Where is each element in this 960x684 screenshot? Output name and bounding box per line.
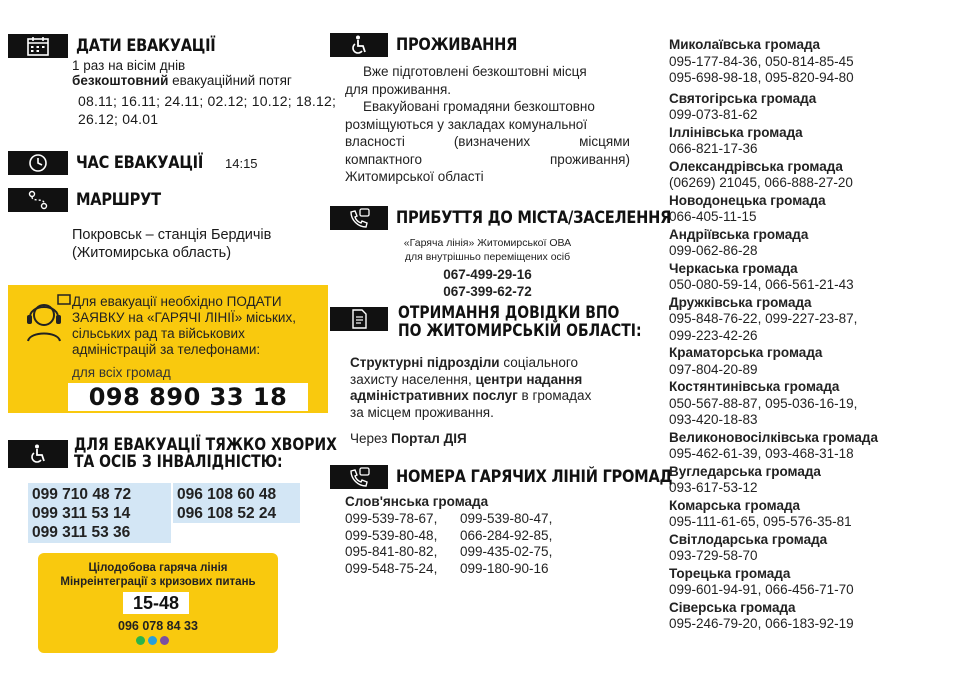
cert-l3-bold: адміністративних послуг <box>350 388 518 403</box>
arrival-title: ПРИБУТТЯ ДО МІСТА/ЗАСЕЛЕННЯ <box>396 208 672 228</box>
cert-l2-a: захисту населення, <box>350 371 476 387</box>
community-name: Олександрівська громада <box>669 158 843 174</box>
hotline-phone[interactable]: 099-539-80-47, <box>460 511 553 526</box>
community-phone[interactable]: (06269) 21045, 066-888-27-20 <box>669 175 853 190</box>
community-phone[interactable]: 093-729-58-70 <box>669 548 758 563</box>
living-p2-l1: Евакуйовані громадяни безкоштовно <box>363 99 595 114</box>
portal-diia-link[interactable]: Портал ДІЯ <box>391 431 467 446</box>
hotline-phone[interactable]: 099-548-75-24, <box>345 560 438 576</box>
living-w2: (визначених <box>453 134 531 149</box>
disabled-title <box>74 437 337 471</box>
hotline-phone[interactable]: 099-539-80-48, <box>345 527 438 543</box>
community-name: Іллінівська громада <box>669 124 803 140</box>
community-name: Великоновосілківська громада <box>669 429 879 445</box>
telegram-icon[interactable] <box>148 636 157 645</box>
hotline-row-4 <box>345 561 552 578</box>
whatsapp-icon[interactable] <box>136 636 145 645</box>
disabled-phones-right <box>173 483 300 523</box>
disabled-phone-2[interactable]: 099 311 53 14 <box>32 505 131 522</box>
living-p2-l2: розміщуються у закладах комунальної <box>345 116 588 132</box>
time-header <box>8 151 224 175</box>
portal-line <box>350 431 467 446</box>
cert-l2-bold: центри надання <box>475 371 583 387</box>
apply-line1: Для евакуації необхідно ПОДАТИ <box>72 294 282 309</box>
hotlines-header <box>330 465 717 489</box>
community-phone[interactable]: 095-462-61-39, 093-468-31-18 <box>669 446 854 461</box>
hotline-row-3 <box>345 544 552 561</box>
certificate-text <box>350 355 591 421</box>
cert-l4: за місцем проживання. <box>350 404 494 420</box>
community-item <box>669 261 954 294</box>
disabled-title-line1: ДЛЯ ЕВАКУАЦІЇ ТЯЖКО ХВОРИХ <box>74 435 337 455</box>
disabled-header <box>8 440 68 468</box>
community-name: Миколаївська громада <box>669 37 821 52</box>
arrival-phones <box>345 266 630 300</box>
community-name: Вугледарська громада <box>669 463 821 479</box>
hotline-line2: Мінреінтеграції з кризових питань <box>60 576 256 588</box>
hotline-line1: Цілодобова гаряча лінія <box>88 562 228 574</box>
community-name: Святогірська громада <box>669 90 817 106</box>
dates-title: ДАТИ ЕВАКУАЦІЇ <box>76 36 216 56</box>
hotline-row-1 <box>345 511 552 528</box>
living-p2-l3 <box>345 133 630 151</box>
hotline-block <box>38 553 278 653</box>
apply-line4: адміністрацій за телефонами: <box>72 342 261 357</box>
certificate-title-line1: ОТРИМАННЯ ДОВІДКИ ВПО <box>398 303 620 323</box>
community-item <box>669 227 954 260</box>
hotline-phone[interactable]: 066-284-92-85, <box>460 527 553 543</box>
messenger-icons <box>136 636 169 645</box>
dates-line1: 1 раз на вісім днів <box>72 58 186 73</box>
community-phone[interactable]: 095-111-61-65, 095-576-35-81 <box>669 514 852 529</box>
community-phone[interactable]: 095-698-98-18, 095-820-94-80 <box>669 70 854 85</box>
apply-line2: ЗАЯВКУ на «ГАРЯЧІ ЛІНІЇ» міських, <box>72 310 296 325</box>
community-phone[interactable]: 095-848-76-22, 099-227-23-87, <box>669 311 858 326</box>
certificate-title-line2: ПО ЖИТОМИРСЬКІЙ ОБЛАСТІ: <box>398 321 642 341</box>
living-w4: компактного <box>345 151 423 167</box>
community-item <box>669 566 954 599</box>
living-p1-l2: для проживання. <box>345 81 452 97</box>
cert-l3 <box>350 388 591 405</box>
arrival-line2: для внутрішньо переміщених осіб <box>404 251 571 263</box>
arrival-line1: «Гаряча лінія» Житомирської ОВА <box>403 237 572 249</box>
disabled-phone-3[interactable]: 099 311 53 36 <box>32 524 131 541</box>
calendar-icon <box>8 34 68 58</box>
disabled-phone-1[interactable]: 099 710 48 72 <box>32 486 132 503</box>
community-phone[interactable]: 066-821-17-36 <box>669 141 758 156</box>
hotline-phone[interactable]: 099-435-02-75, <box>460 544 553 559</box>
route-line2: (Житомирська область) <box>72 245 232 261</box>
main-phone[interactable]: 098 890 33 18 <box>88 383 288 411</box>
community-phone[interactable]: 066-405-11-15 <box>669 209 757 224</box>
community-item <box>669 37 954 87</box>
community-item <box>669 193 954 226</box>
hotlines-title: НОМЕРА ГАРЯЧИХ ЛІНІЙ ГРОМАД <box>396 467 673 487</box>
community-name: Андріївська громада <box>669 226 809 242</box>
dates-train-label: евакуаційний потяг <box>168 73 292 88</box>
hotline-row-2 <box>345 528 552 545</box>
living-w1: власності <box>345 134 405 149</box>
living-p1-l1: Вже підготовлені безкоштовні місця <box>363 64 587 79</box>
apply-text <box>72 294 296 358</box>
community-name: Сіверська громада <box>669 599 796 615</box>
arrival-text <box>345 236 630 264</box>
community-item <box>669 159 954 192</box>
dates-list-line1: 08.11; 16.11; 24.11; 02.12; 10.12; 18.12; <box>78 93 337 109</box>
living-p2-l4 <box>345 151 630 169</box>
community-name: Краматорська громада <box>669 345 823 360</box>
community-phone[interactable]: 093-420-18-83 <box>669 412 758 427</box>
arrival-header <box>330 206 716 230</box>
community-phone[interactable]: 095-246-79-20, 066-183-92-19 <box>669 616 854 631</box>
cert-l2 <box>350 372 591 389</box>
living-w3: місцями <box>579 134 630 149</box>
hotlines-phones <box>345 511 552 577</box>
community-name: Комарська громада <box>669 497 801 513</box>
apply-block <box>8 285 328 413</box>
certificate-title <box>398 304 642 340</box>
community-item <box>669 430 954 463</box>
dates-line2 <box>72 73 292 90</box>
community-phone[interactable]: 099-601-94-91, 066-456-71-70 <box>669 582 854 597</box>
hotline-short-box <box>123 592 189 614</box>
community-item <box>669 125 954 158</box>
living-title: ПРОЖИВАННЯ <box>396 35 518 55</box>
portal-pre: Через <box>350 431 392 446</box>
dates-list-line2: 26.12; 04.01 <box>78 111 159 127</box>
phone-chat-icon-2 <box>330 465 388 489</box>
community-phone[interactable]: 099-062-86-28 <box>669 243 758 258</box>
viber-icon[interactable] <box>160 636 169 645</box>
operator-icon <box>20 293 72 350</box>
community-phone[interactable]: 099-073-81-62 <box>669 107 758 122</box>
community-phone[interactable]: 050-080-59-14, 066-561-21-43 <box>669 277 854 292</box>
wheelchair-icon <box>8 440 68 468</box>
cert-l1 <box>350 355 591 372</box>
hotline-short[interactable]: 15-48 <box>132 592 180 613</box>
community-name: Світлодарська громада <box>669 531 828 547</box>
wheelchair-icon-2 <box>330 33 388 57</box>
community-phone[interactable]: 093-617-53-12 <box>669 480 758 495</box>
community-phone[interactable]: 099-223-42-26 <box>669 327 758 343</box>
hotline-phone[interactable]: 095-841-80-82, <box>345 544 438 559</box>
community-item <box>669 295 954 345</box>
community-phone[interactable]: 050-567-88-87, 095-036-16-19, <box>669 395 858 411</box>
certificate-header <box>330 307 388 331</box>
time-title: ЧАС ЕВАКУАЦІЇ <box>76 153 204 173</box>
communities-list <box>669 37 954 633</box>
dates-header <box>8 34 238 58</box>
disabled-phone-4[interactable]: 096 108 60 48 <box>177 486 277 503</box>
community-phone[interactable]: 097-804-20-89 <box>669 361 758 377</box>
community-item <box>669 600 954 633</box>
living-p2-l5: Житомирської області <box>345 169 484 184</box>
apply-line3: сільських рад та військових <box>72 326 245 341</box>
living-header <box>330 33 537 57</box>
route-line1: Покровськ – станція Бердичів <box>72 227 272 243</box>
cert-l1-bold: Структурні підрозділи <box>350 355 500 370</box>
route-title: МАРШРУТ <box>76 190 161 210</box>
apply-for-all: для всіх громад <box>72 365 171 380</box>
community-item <box>669 91 954 124</box>
community-item <box>669 345 954 378</box>
hotline-phone[interactable]: 099-539-78-67, <box>345 511 438 526</box>
phone-chat-icon <box>330 206 388 230</box>
community-item <box>669 379 954 429</box>
community-phone[interactable]: 095-177-84-36, 050-814-85-45 <box>669 53 854 69</box>
arrival-phone-1[interactable]: 067-499-29-16 <box>443 267 532 282</box>
community-name: Дружківська громада <box>669 294 812 310</box>
cert-l3-rest: в громадах <box>517 388 592 403</box>
community-name: Торецька громада <box>669 565 791 581</box>
disabled-title-line2: ТА ОСІБ З ІНВАЛІДНІСТЮ: <box>74 452 283 472</box>
living-text <box>345 63 630 186</box>
dates-free-label: безкоштовний <box>72 73 169 88</box>
community-name: Черкаська громада <box>669 260 798 276</box>
arrival-phone-2[interactable]: 067-399-62-72 <box>443 284 532 299</box>
community-name: Новодонецька громада <box>669 192 826 208</box>
hotline-phone[interactable]: 099-180-90-16 <box>460 560 549 576</box>
clock-icon <box>8 151 68 175</box>
disabled-phone-5[interactable]: 096 108 52 24 <box>177 505 277 522</box>
main-phone-box <box>68 383 308 411</box>
community-name: Костянтинівська громада <box>669 379 840 394</box>
disabled-phones-left <box>28 483 171 543</box>
community-item <box>669 498 954 531</box>
hotlines-city: Слов'янська громада <box>345 494 489 509</box>
living-w5: проживання) <box>550 151 630 167</box>
community-item <box>669 532 954 565</box>
route-header <box>8 188 175 212</box>
time-value: 14:15 <box>225 156 258 171</box>
hotline-phone[interactable]: 096 078 84 33 <box>118 619 198 633</box>
cert-l1-rest: соціального <box>499 355 578 370</box>
document-icon <box>330 307 388 331</box>
route-icon <box>8 188 68 212</box>
community-item <box>669 464 954 497</box>
